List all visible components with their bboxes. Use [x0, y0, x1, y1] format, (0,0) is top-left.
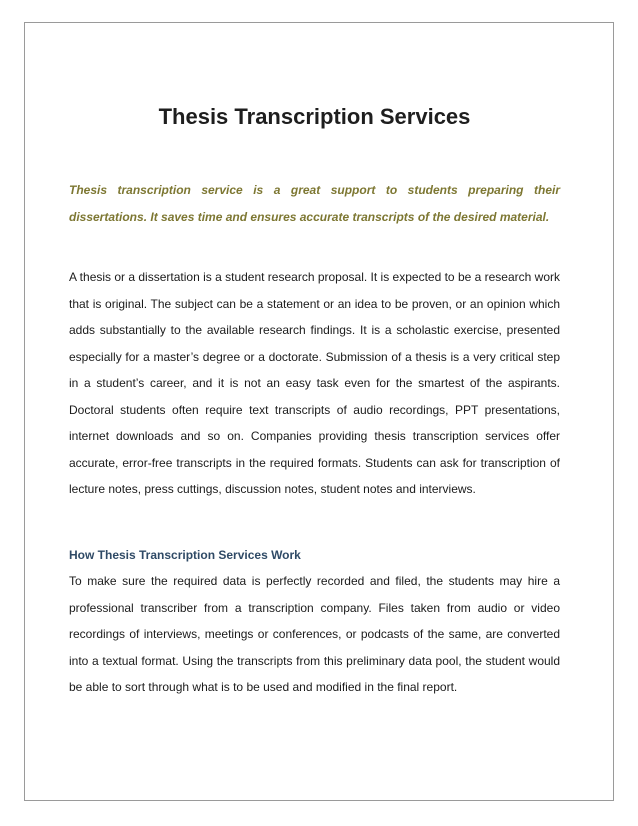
body-paragraph-1: A thesis or a dissertation is a student research proposal. It is expected to be a research work that is original. The subject can be a statement or an idea to be proven, or an opinion which adds substantially to the available research findings. It is a scholastic exercise, presented especially for a master’s degree or a doctorate. Submission of a thesis is a very critical step in a student’s career, and it is not an easy task even for the smartest of the aspirants. Doctoral students often require text transcripts of audio recordings, PPT presentations, internet downloads and so on. Companies providing thesis transcription services offer accurate, error-free transcripts in the required formats. Students can ask for transcription of lecture notes, press cuttings, discussion notes, student notes and interviews.: [69, 270, 560, 496]
section-heading: How Thesis Transcription Services Work: [69, 548, 301, 562]
lede-paragraph: Thesis transcription service is a great support to students preparing their dissertations. It saves time and ensures accurate transcripts of the desired material.: [69, 183, 560, 224]
document-title: Thesis Transcription Services: [158, 104, 471, 129]
body-paragraph-2: To make sure the required data is perfectly recorded and filed, the students may hire a professional transcriber from a transcription company. Files taken from audio or video recordings of interviews, meetings or conferences, or podcasts of the same, are converted into a textual format. Using the transcripts from this preliminary data pool, the student would be able to sort through what is to be used and modified in the final report.: [69, 574, 560, 694]
page-frame: [24, 22, 614, 801]
